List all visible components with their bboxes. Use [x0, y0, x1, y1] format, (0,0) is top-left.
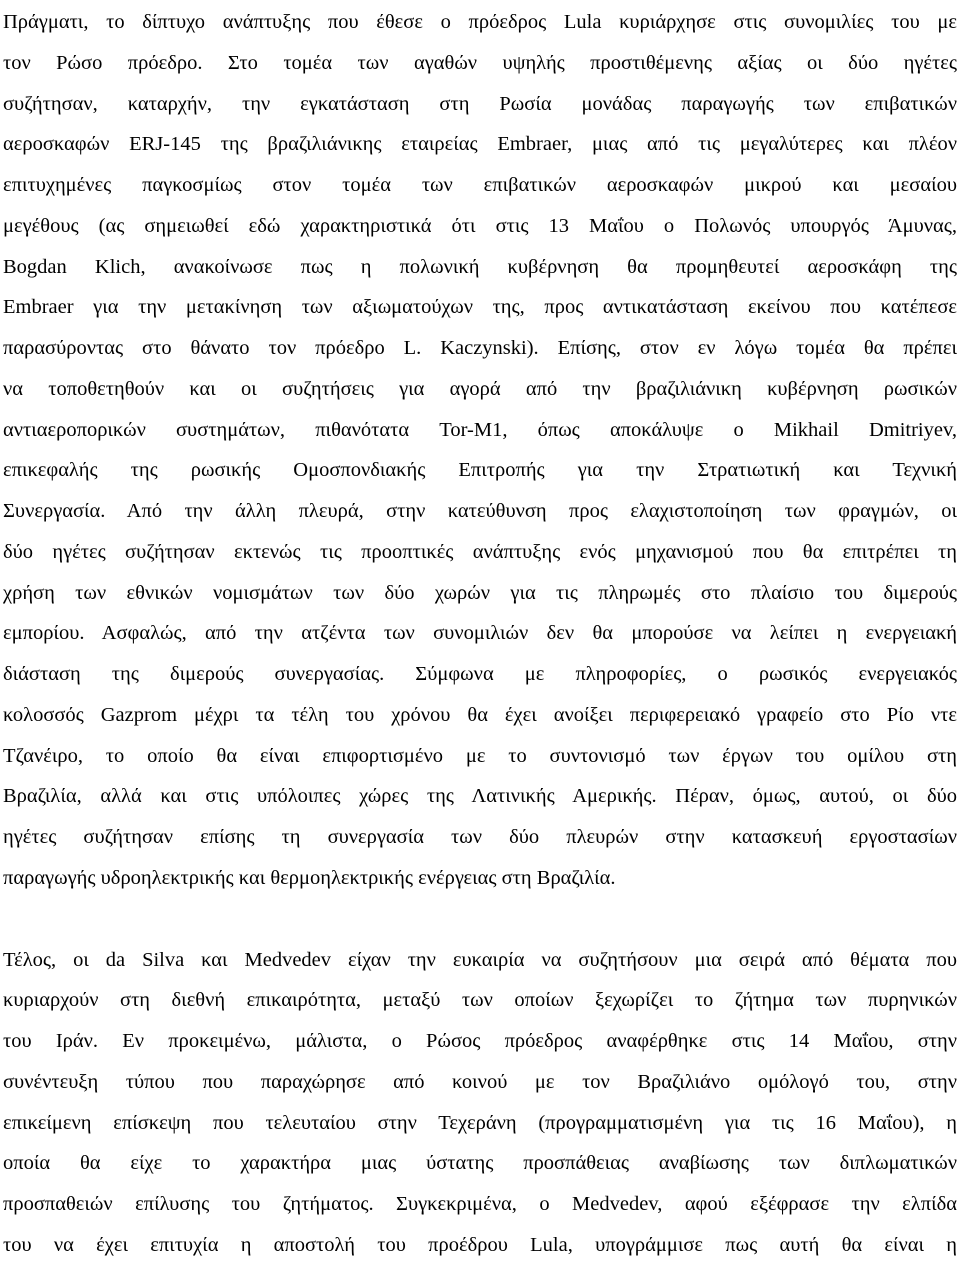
paragraph — [3, 0, 957, 899]
text-line: συνέντευξη τύπου που παραχώρησε από κοινού με τον Βραζιλιάνο ομόλογό του, στην — [3, 1070, 957, 1093]
text-line: κυριαρχούν στη διεθνή επικαιρότητα, μεταξύ των οποίων ξεχωρίζει το ζήτημα των πυρηνικών — [3, 989, 957, 1012]
text-line: να τοποθετηθούν και οι συζητήσεις για αγορά από την βραζιλιάνικη κυβέρνηση ρωσικών — [3, 377, 957, 400]
text-line: επικεφαλής της ρωσικής Ομοσπονδιακής Επιτροπής για την Στρατιωτική και Τεχνική — [3, 459, 957, 482]
text-line: ηγέτες συζήτησαν επίσης τη συνεργασία των δύο πλευρών στην κατασκευή εργοστασίων — [3, 826, 957, 848]
text-line: οποία θα είχε το χαρακτήρα μιας ύστατης προσπάθειας αναβίωσης των διπλωματικών — [3, 1152, 957, 1175]
text-line: συζήτησαν, καταρχήν, την εγκατάσταση στη Ρωσία μονάδας παραγωγής των επιβατικών — [3, 92, 957, 115]
text-line: δύο ηγέτες συζήτησαν εκτενώς τις προοπτικές ανάπτυξης ενός μηχανισμού που θα επιτρέπει τη — [3, 540, 957, 563]
text-line: παρασύροντας στο θάνατο τον πρόεδρο L. Kaczynski). Επίσης, στον εν λόγω τομέα θα πρέπει — [3, 337, 957, 359]
text-line: αεροσκαφών ERJ-145 της βραζιλιάνικης εταιρείας Embraer, μιας από τις μεγαλύτερες και πλέον — [3, 133, 957, 156]
text-line: του να έχει επιτυχία η αποστολή του προέδρου Lula, υπογράμμισε πως αυτή θα είναι η — [3, 1234, 957, 1257]
text-line: Τζανέιρο, το οποίο θα είναι επιφορτισμένο με το συντονισμό των έργων του ομίλου στη — [3, 744, 957, 767]
text-line: Πράγματι, το δίπτυχο ανάπτυξης που έθεσε ο πρόεδρος Lula κυριάρχησε στις συνομιλίες του με — [3, 11, 957, 33]
text-line: παραγωγής υδροηλεκτρικής και θερμοηλεκτρικής ενέργειας στη Βραζιλία. — [3, 866, 616, 889]
text-line: χρήση των εθνικών νομισμάτων των δύο χωρών για τις πληρωμές στο πλαίσιο του διμερούς — [3, 581, 957, 604]
text-line: Bogdan Klich, ανακοίνωσε πως η πολωνική κυβέρνηση θα προμηθευτεί αεροσκάφη της — [3, 255, 957, 278]
text-line: επιτυχημένες παγκοσμίως στον τομέα των επιβατικών αεροσκαφών μικρού και μεσαίου — [3, 174, 957, 196]
text-line: τον Ρώσο πρόεδρο. Στο τομέα των αγαθών υψηλής προστιθέμενης αξίας οι δύο ηγέτες — [3, 51, 957, 74]
text-line: Embraer για την μετακίνηση των αξιωματούχων της, προς αντικατάσταση εκείνου που κατέπεσε — [3, 296, 957, 319]
text-line: προσπαθειών επίλυσης του ζητήματος. Συγκεκριμένα, ο Medvedev, αφού εξέφρασε την ελπίδα — [3, 1193, 957, 1216]
text-line: Βραζιλία, αλλά και στις υπόλοιπες χώρες της Λατινικής Αμερικής. Πέραν, όμως, αυτού, οι δύο — [3, 785, 957, 808]
text-line: Συνεργασία. Από την άλλη πλευρά, στην κατεύθυνση προς ελαχιστοποίηση των φραγμών, οι — [3, 500, 957, 522]
text-line: αντιαεροπορικών συστημάτων, πιθανότατα Tor-M1, όπως αποκάλυψε ο Mikhail Dmitriyev, — [3, 418, 957, 441]
paragraph — [3, 940, 957, 1266]
text-line: μεγέθους (ας σημειωθεί εδώ χαρακτηριστικά ότι στις 13 Μαΐου ο Πολωνός υπουργός Άμυνας, — [3, 214, 957, 237]
text-line: εμπορίου. Ασφαλώς, από την ατζέντα των συνομιλιών δεν θα μπορούσε να λείπει η ενεργειακή — [3, 622, 957, 645]
text-line: κολοσσός Gazprom μέχρι τα τέλη του χρόνου θα έχει ανοίξει περιφερειακό γραφείο στο Ρίο ντε — [3, 703, 957, 726]
text-line: Τέλος, οι da Silva και Medvedev είχαν την ευκαιρία να συζητήσουν μια σειρά από θέματα που — [3, 948, 957, 971]
text-line: επικείμενη επίσκεψη που τελευταίου στην Τεχεράνη (προγραμματισμένη για τις 16 Μαΐου), η — [3, 1111, 957, 1134]
text-line: του Ιράν. Εν προκειμένω, μάλιστα, ο Ρώσος πρόεδρος αναφέρθηκε στις 14 Μαΐου, στην — [3, 1030, 957, 1053]
document-page — [3, 0, 957, 1266]
text-line: διάσταση της διμερούς συνεργασίας. Σύμφωνα με πληροφορίες, ο ρωσικός ενεργειακός — [3, 663, 957, 685]
